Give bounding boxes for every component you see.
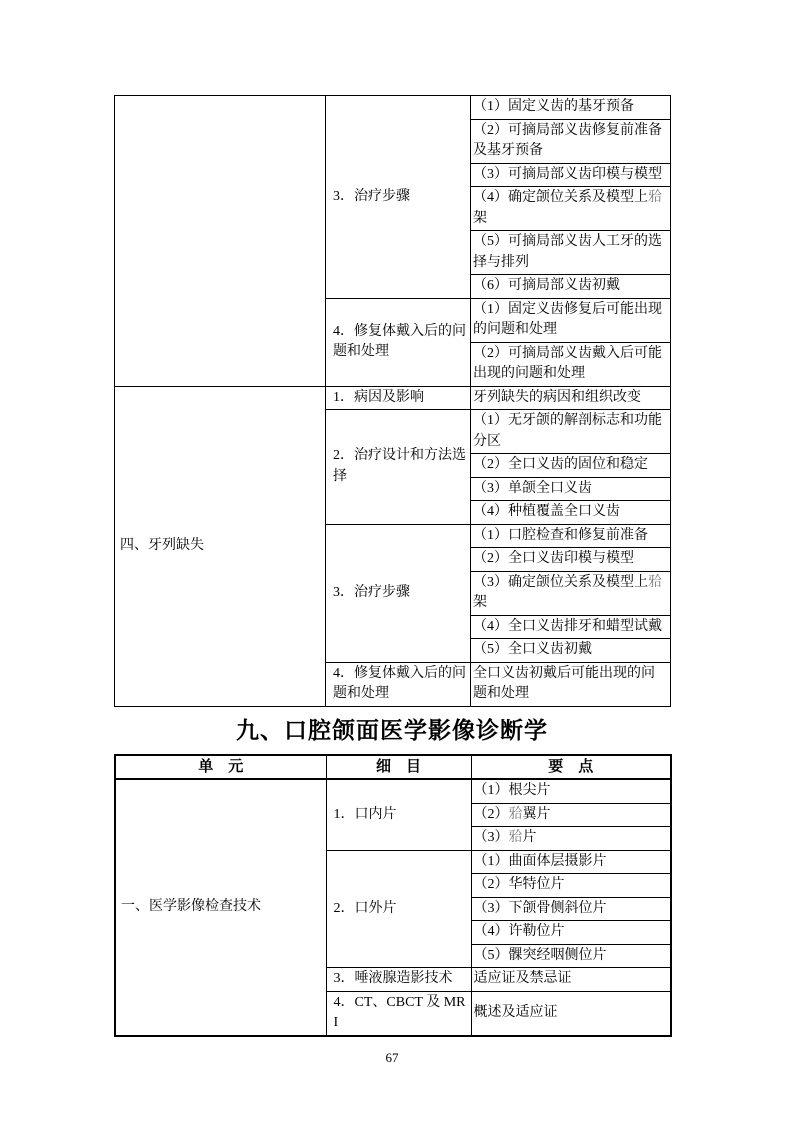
point-cell: （2）𬌗翼片 [471, 803, 671, 827]
point-cell: （3）下颌骨侧斜位片 [471, 897, 671, 921]
detail-cell: 1．口内片 [326, 779, 471, 850]
column-header-keypoint: 要 点 [471, 755, 671, 780]
detail-cell: 4．修复体戴入后的问题和处理 [326, 298, 471, 386]
detail-cell: 2．口外片 [326, 850, 471, 968]
detail-cell: 3．治疗步骤 [326, 524, 471, 662]
point-cell: （1）根尖片 [471, 779, 671, 803]
table-header-row [115, 755, 671, 780]
point-cell: （2）全口义齿印模与模型 [471, 548, 671, 572]
detail-cell: 4．修复体戴入后的问题和处理 [326, 662, 471, 706]
point-cell: （1）固定义齿的基牙预备 [471, 96, 671, 120]
point-cell: （2）华特位片 [471, 874, 671, 898]
point-cell: （3）𬌗片 [471, 827, 671, 851]
page-number: 67 [385, 1049, 399, 1065]
point-cell: （4）全口义齿排牙和蜡型试戴 [471, 615, 671, 639]
he-glyph: 𬌗 [648, 190, 662, 205]
unit-cell [115, 96, 326, 387]
page-content [114, 95, 670, 1066]
point-cell: （5）髁突经咽侧位片 [471, 944, 671, 968]
point-cell: （2）可摘局部义齿戴入后可能出现的问题和处理 [471, 342, 671, 386]
he-glyph: 𬌗 [508, 830, 523, 845]
unit-cell: 四、牙列缺失 [115, 386, 326, 706]
point-cell: （5）全口义齿初戴 [471, 639, 671, 663]
column-header-unit: 单 元 [115, 755, 326, 780]
point-cell: （2）全口义齿的固位和稳定 [471, 454, 671, 478]
column-header-item: 细 目 [326, 755, 471, 780]
point-cell: （3）单颌全口义齿 [471, 477, 671, 501]
unit-cell: 一、医学影像检查技术 [115, 779, 326, 1036]
point-cell: （1）无牙颌的解剖标志和功能分区 [471, 410, 671, 454]
detail-cell: 1．病因及影响 [326, 386, 471, 410]
point-cell: （5）可摘局部义齿人工牙的选择与排列 [471, 231, 671, 275]
point-cell: （2）可摘局部义齿修复前准备及基牙预备 [471, 119, 671, 163]
syllabus-table-prosthodontics [114, 95, 671, 707]
detail-cell: 3．唾液腺造影技术 [326, 968, 471, 992]
point-cell: （3）可摘局部义齿印模与模型 [471, 163, 671, 187]
point-cell: （4）确定颌位关系及模型上𬌗架 [471, 187, 671, 231]
point-cell: （6）可摘局部义齿初戴 [471, 275, 671, 299]
table-row [115, 779, 671, 803]
he-glyph: 𬌗 [648, 574, 662, 590]
point-cell: （4）种植覆盖全口义齿 [471, 501, 671, 525]
table-row [115, 386, 671, 410]
point-cell: （3）确定颌位关系及模型上𬌗架 [471, 571, 671, 615]
point-cell: 概述及适应证 [471, 991, 671, 1036]
point-cell: 适应证及禁忌证 [471, 968, 671, 992]
point-cell: （1）曲面体层摄影片 [471, 850, 671, 874]
he-glyph: 𬌗 [508, 806, 523, 822]
point-cell: （1）固定义齿修复后可能出现的问题和处理 [471, 298, 671, 342]
point-cell: 牙列缺失的病因和组织改变 [471, 386, 671, 410]
detail-cell: 2．治疗设计和方法选择 [326, 410, 471, 525]
detail-cell: 3．治疗步骤 [326, 96, 471, 299]
point-cell: （1）口腔检查和修复前准备 [471, 524, 671, 548]
section-heading: 九、口腔颌面医学影像诊断学 [236, 717, 548, 743]
syllabus-table-imaging [114, 754, 672, 1037]
table-row [115, 96, 671, 120]
detail-cell: 4．CT、CBCT 及 MRI [326, 991, 471, 1036]
point-cell: （4）许勒位片 [471, 921, 671, 945]
point-cell: 全口义齿初戴后可能出现的问题和处理 [471, 662, 671, 706]
